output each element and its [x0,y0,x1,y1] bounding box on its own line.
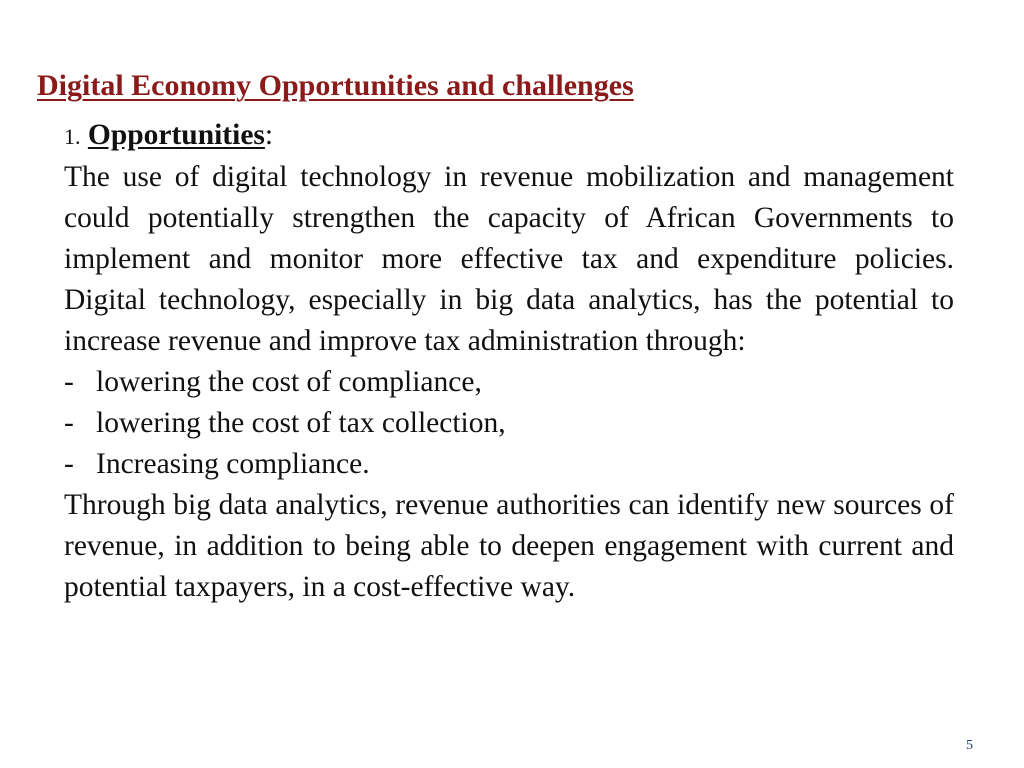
slide-content [64,115,954,608]
section-heading: Opportunities [87,119,265,151]
paragraph-big-data: Through big data analytics, revenue authorities can identify new sources of revenue, in addition to being able to deepen engagement with current and potential taxpayers, in a cost-effective way. [64,489,954,603]
bullet-dash: - [64,366,74,398]
list-item [64,362,954,403]
list-item [64,403,954,444]
list-item [64,444,954,485]
section-heading-line [64,115,954,157]
bullet-dash: - [64,407,74,439]
slide-title: Digital Economy Opportunities and challenges [37,69,634,102]
bullet-list [64,362,954,485]
section-colon: : [264,119,274,151]
page-number: 5 [966,738,973,753]
list-item-text: lowering the cost of tax collection, [96,407,506,439]
list-item-text: Increasing compliance. [96,448,370,480]
bullet-dash: - [64,448,74,480]
list-item-text: lowering the cost of compliance, [96,366,482,398]
section-number: 1. [64,124,81,149]
paragraph-opportunities: The use of digital technology in revenue mobilization and management could potentially strengthen the capacity of African Governments to implement and monitor more effective tax and expenditure policies. Digital technology, especially in big data analytics, has the potential to increase revenue and improve tax administration through: [64,161,954,357]
